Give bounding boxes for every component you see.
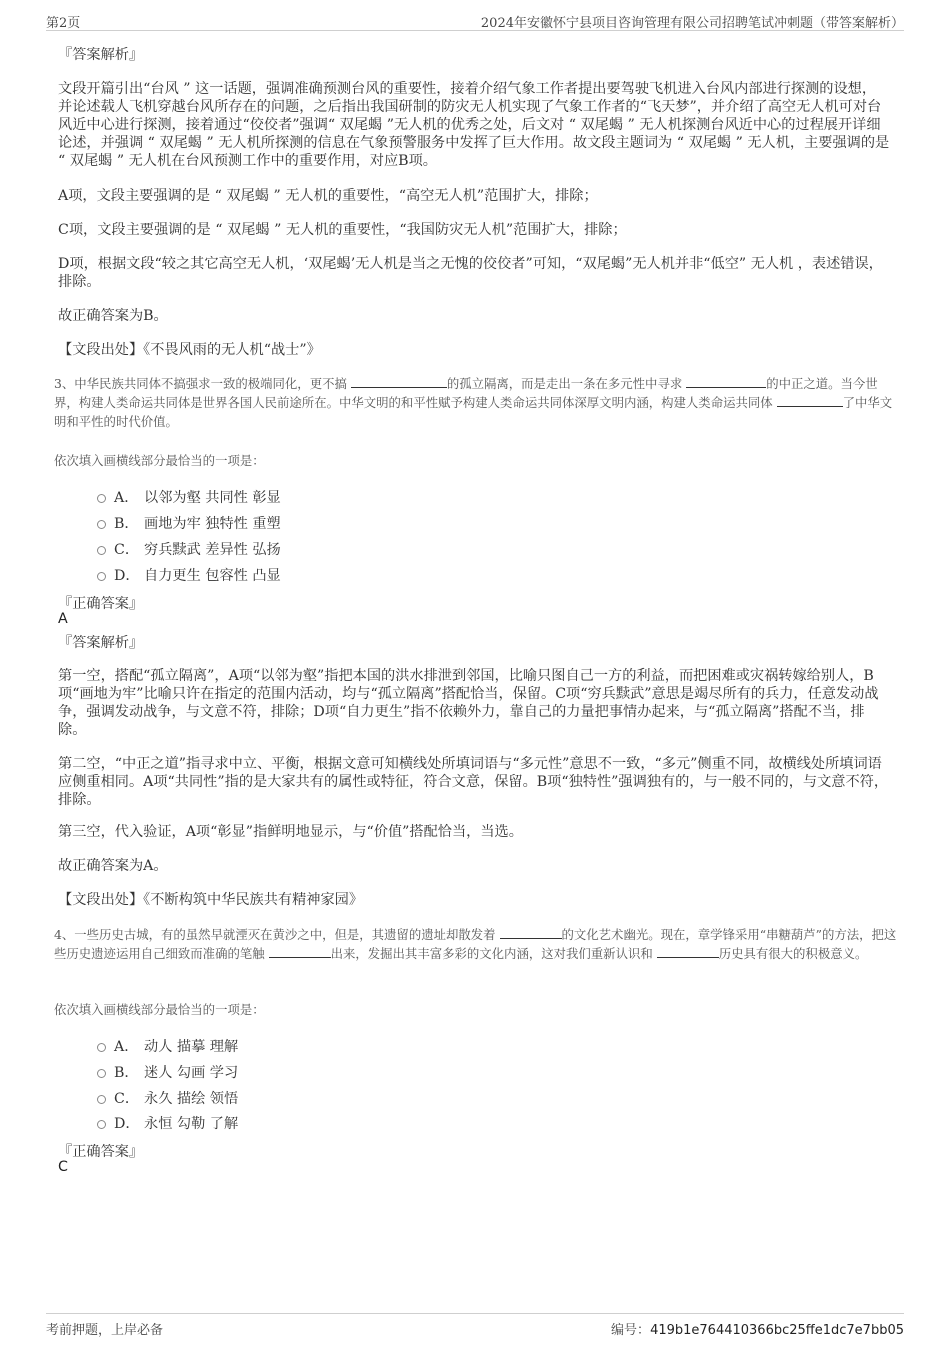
q4-option-b[interactable]: B． 迷人 勾画 学习 xyxy=(97,1062,238,1082)
radio-icon[interactable] xyxy=(97,494,106,503)
q3-option-d[interactable]: D． 自力更生 包容性 凸显 xyxy=(97,565,281,585)
radio-icon[interactable] xyxy=(97,1043,106,1052)
radio-icon[interactable] xyxy=(97,546,106,555)
q3-stem: 3、中华民族共同体不搞强求一致的极端同化，更不搞 的孤立隔离，而是走出一条在多元性中寻求 的中正之道。当今世界，构建人类命运共同体是世界各国人民前途所在。中华文明的和平性赋予构建人类命运共同体深厚文明内涵，构建人类命运共同体 了中华文明和平性的时代价值。 xyxy=(54,376,893,429)
q3-blank-1 xyxy=(351,375,447,388)
q4-option-a[interactable]: A． 动人 描摹 理解 xyxy=(97,1036,238,1056)
radio-icon[interactable] xyxy=(97,572,106,581)
q3-option-c[interactable]: C． 穷兵黩武 差异性 弘扬 xyxy=(97,539,281,559)
q2-analysis-label: 『答案解析』 xyxy=(58,47,144,63)
q4-prompt: 依次填入画横线部分最恰当的一项是： xyxy=(54,1002,265,1017)
q2-source: 【文段出处】《不畏风雨的无人机“战士”》 xyxy=(58,342,321,358)
q3-correct-label: 『正确答案』 xyxy=(58,596,144,612)
q3-blank-3 xyxy=(777,394,843,407)
q3-analysis-paragraph-3: 第三空，代入验证，A项“彰显”指鲜明地显示，与“价值”搭配恰当，当选。 xyxy=(58,824,523,840)
q4-blank-3 xyxy=(657,945,719,958)
page-footer xyxy=(46,1313,904,1336)
q4-stem: 4、一些历史古城，有的虽然早就湮灭在黄沙之中，但是，其遗留的遗址却散发着 的文化艺术幽光。现在，章学锋采用“串糖葫芦”的方法，把这些历史遗迹运用自己细致而准确的笔触 出来，发掘出其丰富多彩的文化内涵，这对我们重新认识和 历史具有很大的积极意义。 xyxy=(54,927,897,961)
radio-icon[interactable] xyxy=(97,520,106,529)
page-header xyxy=(46,10,904,31)
q3-option-a[interactable]: A． 以邻为壑 共同性 彰显 xyxy=(97,487,281,507)
radio-icon[interactable] xyxy=(97,1120,106,1129)
q3-correct-answer: A xyxy=(58,611,68,627)
q4-option-c[interactable]: C． 永久 描绘 领悟 xyxy=(97,1088,238,1108)
q2-analysis-paragraph-2: A项，文段主要强调的是 “ 双尾蝎 ” 无人机的重要性，“高空无人机”范围扩大，排除； xyxy=(58,188,598,204)
radio-icon[interactable] xyxy=(97,1069,106,1078)
q4-blank-2 xyxy=(269,945,331,958)
document-title: 2024年安徽怀宁县项目咨询管理有限公司招聘笔试冲刺题（带答案解析） xyxy=(480,16,904,31)
q4-option-d[interactable]: D． 永恒 勾勒 了解 xyxy=(97,1113,238,1133)
q3-answer-statement: 故正确答案为A。 xyxy=(58,858,168,874)
q4-blank-1 xyxy=(500,926,562,939)
q3-analysis-paragraph-2: 第二空，“中正之道”指寻求中立、平衡，根据文意可知横线处所填词语与“多元性”意思不一致，“多元”侧重不同，故横线处所填词语应侧重相同。A项“共同性”指的是大家共有的属性或特征，符合文意，保留。B项“独特性”强调独有的，与一般不同的，与文意不符，排除。 xyxy=(58,756,889,808)
radio-icon[interactable] xyxy=(97,1095,106,1104)
q2-answer-statement: 故正确答案为B。 xyxy=(58,308,168,324)
q3-prompt: 依次填入画横线部分最恰当的一项是： xyxy=(54,453,265,468)
page-number: 第2页 xyxy=(46,16,81,31)
q2-analysis-paragraph-4: D项，根据文段“较之其它高空无人机，‘双尾蝎’无人机是当之无愧的佼佼者”可知，“双尾蝎”无人机并非“低空” 无人机 ，表述错误，排除。 xyxy=(58,256,883,290)
footer-slogan: 考前押题，上岸必备 xyxy=(46,1323,164,1338)
q3-analysis-label: 『答案解析』 xyxy=(58,635,144,651)
q4-correct-label: 『正确答案』 xyxy=(58,1144,144,1160)
q3-analysis-paragraph-1: 第一空，搭配“孤立隔离”，A项“以邻为壑”指把本国的洪水排泄到邻国，比喻只图自己一方的利益，而把困难或灾祸转嫁给别人，B项“画地为牢”比喻只许在指定的范围内活动，均与“孤立隔离”搭配恰当，保留。C项“穷兵黩武”意思是竭尽所有的兵力，任意发动战争，强调发动战争，与文意不符，排除；D项“自力更生”指不依赖外力，靠自己的力量把事情办起来，与“孤立隔离”搭配不当，排除。 xyxy=(58,668,879,738)
document-code: 编号：419b1e764410366bc25ffe1dc7e7bb05 xyxy=(611,1323,904,1338)
q3-source: 【文段出处】《不断构筑中华民族共有精神家园》 xyxy=(58,892,364,908)
q2-analysis-paragraph-1: 文段开篇引出“台风 ” 这一话题，强调准确预测台风的重要性，接着介绍气象工作者提出要驾驶飞机进入台风内部进行探测的设想，并论述载人飞机穿越台风所存在的问题，之后指出我国研制的防灾无人机实现了气象工作者的“飞天梦”，并介绍了高空无人机可对台风近中心进行探测，接着通过“佼佼者”强调“ 双尾蝎 ”无人机的优秀之处，后文对 “ 双尾蝎 ” 无人机探测台风近中心的过程展开详细论述，并强调 “ 双尾蝎 ” 无人机所探测的信息在气象预警服务中发挥了巨大作用。故文段主题词为 “ 双尾蝎 ” 无人机，主要强调的是 “ 双尾蝎 ” 无人机在台风预测工作中的重要作用，对应B项。 xyxy=(58,81,890,169)
q4-correct-answer: C xyxy=(58,1159,68,1175)
q2-analysis-paragraph-3: C项，文段主要强调的是 “ 双尾蝎 ” 无人机的重要性，“我国防灾无人机”范围扩大，排除； xyxy=(58,222,627,238)
q3-option-b[interactable]: B． 画地为牢 独特性 重塑 xyxy=(97,513,281,533)
q3-blank-2 xyxy=(686,375,766,388)
